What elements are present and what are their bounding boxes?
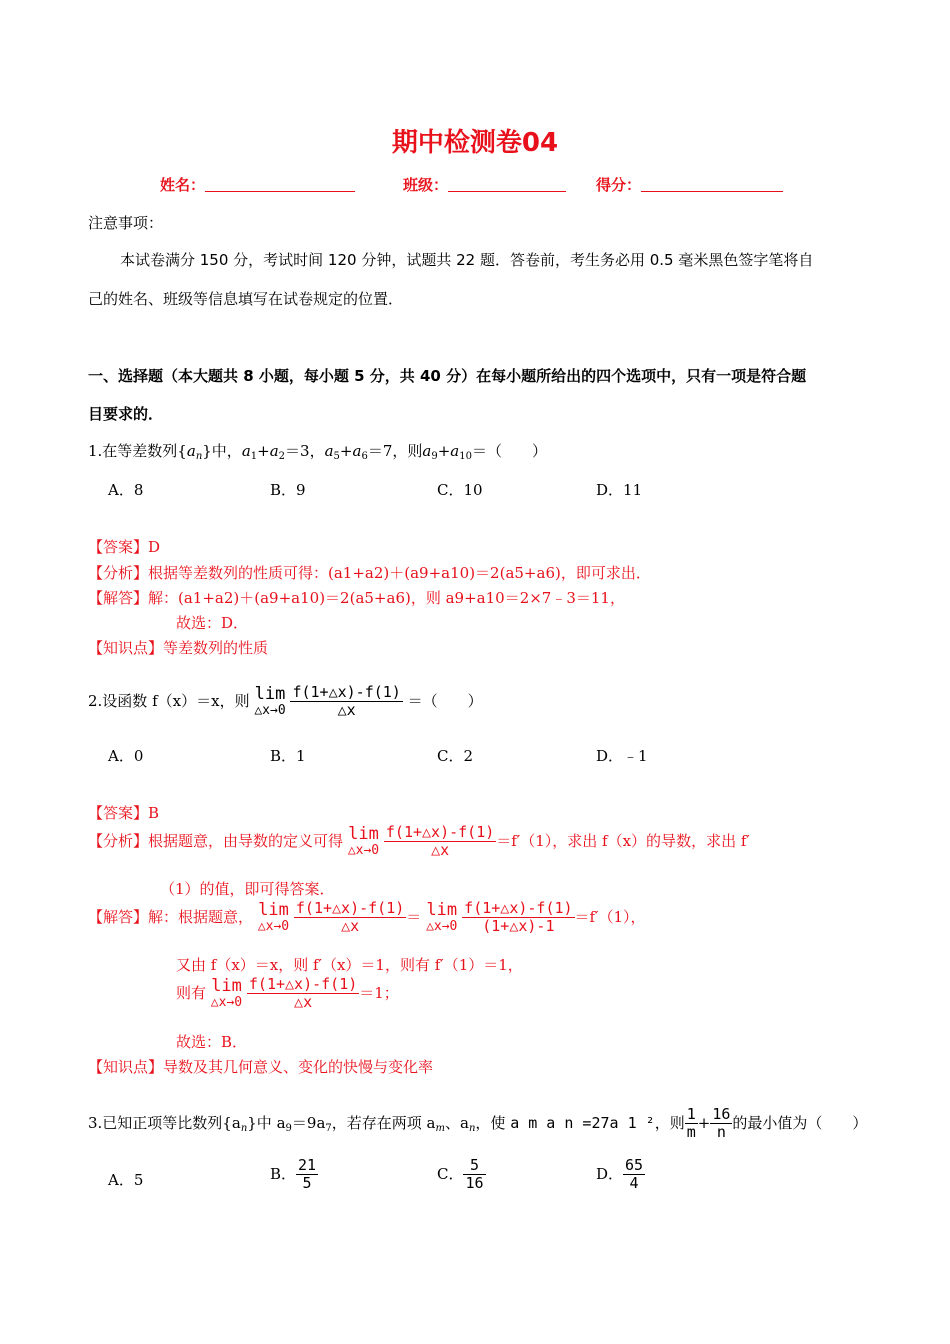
name-field[interactable]: [160, 174, 355, 195]
name-label: 姓名：: [160, 176, 206, 194]
q2-option-a[interactable]: A．0: [108, 747, 144, 765]
q3-frac1: $\frac{1}{m}$: [686, 1105, 696, 1142]
q2-option-b[interactable]: B．1: [270, 747, 306, 765]
q1-analysis: 【分析】根据等差数列的性质可得：(a1+a2)＋(a9+a10)＝2(a5+a6)，即可求出．: [88, 564, 651, 582]
q2-solution-line2: 又由 f（x）＝x，则 f′（x）＝1，则有 f′（1）＝1，: [176, 956, 523, 974]
q2-solution: 【解答】解：根据题意， lim △x→0 $\frac{f(1+\triangle x)-f(1)}{\triangle x}$ ＝ lim △x→0 $\frac{f(1+\triangle x)-f(1)}{(1+\triangle x)-1}$ ＝f′（1），: [88, 899, 646, 936]
section1-line1: 一、选择题（本大题共 8 小题，每小题 5 分，共 40 分）在每小题所给出的四个选项中，只有一项是符合题: [88, 367, 807, 385]
score-label: 得分：: [596, 176, 642, 194]
q1-knowledge-point: 【知识点】等差数列的性质: [88, 639, 269, 657]
notice-line1: 本试卷满分 150 分，考试时间 120 分钟，试题共 22 题．答卷前，考生务必用 0.5 毫米黑色签字笔将自: [120, 251, 814, 269]
q2-fraction: $\frac{f(1+\triangle x)-f(1)}{\triangle x}$: [292, 683, 401, 720]
q1-option-a[interactable]: A．8: [108, 481, 144, 499]
q2-stem: 2.设函数 f（x）＝x，则 lim △x→0 $\frac{f(1+\triangle x)-f(1)}{\triangle x}$ ＝（ ）: [88, 683, 483, 720]
notice-heading: 注意事项：: [88, 214, 164, 232]
q2-solution-line3: 则有 lim △x→0 $\frac{f(1+\triangle x)-f(1)}{\triangle x}$ ＝1；: [176, 975, 399, 1012]
q3-stem: 3.已知正项等比数列$\{a_n\}$中 $a_9=9a_7$，若存在两项 $a_m$、$a_n$，使 a m a n =27a 1 ²，则 $\frac{1}{m}$ + $\frac{16}{n}$ 的最小值为（ ）: [88, 1105, 868, 1142]
q2-knowledge-point: 【知识点】导数及其几何意义、变化的快慢与变化率: [88, 1058, 434, 1076]
q1-stem: 1.在等差数列$\{a_n\}$中，$a_1+a_2=3$，$a_5+a_6=7$，则$a_9+a_{10}=$（ ）: [88, 442, 547, 462]
q2-option-c[interactable]: C．2: [437, 747, 474, 765]
q1-option-d[interactable]: D．11: [596, 481, 643, 499]
notice-line2: 己的姓名、班级等信息填写在试卷规定的位置．: [88, 290, 404, 308]
q2-option-d[interactable]: D．﹣1: [596, 747, 648, 765]
q2-answer: 【答案】B: [88, 804, 160, 822]
q2-solution-choose: 故选：B．: [176, 1033, 248, 1051]
q3-frac2: $\frac{16}{n}$: [712, 1105, 731, 1142]
q3-expression: a m a n =27a 1 ²: [510, 1113, 655, 1132]
q1-solution: 【解答】解：(a1+a2)＋(a9+a10)＝2(a5+a6)，则 a9+a10＝2×7﹣3＝11，: [88, 589, 625, 607]
page-title: 期中检测卷04: [391, 128, 559, 158]
q1-answer: 【答案】D: [88, 538, 161, 556]
q3-option-c[interactable]: C． $\frac{5}{16}$: [437, 1156, 484, 1193]
q1-solution-choose: 故选：D．: [176, 614, 249, 632]
q2-analysis-cont: （1）的值，即可得答案．: [160, 880, 335, 898]
q3-option-d[interactable]: D． $\frac{65}{4}$: [596, 1156, 644, 1193]
q1-option-b[interactable]: B．9: [270, 481, 306, 499]
q3-option-b[interactable]: B． $\frac{21}{5}$: [270, 1156, 317, 1193]
score-field[interactable]: [596, 174, 783, 195]
class-label: 班级：: [403, 176, 449, 194]
q3-option-a[interactable]: A．5: [108, 1171, 144, 1189]
section1-line2: 目要求的．: [88, 405, 164, 423]
q1-option-c[interactable]: C．10: [437, 481, 483, 499]
q2-lim: lim △x→0: [254, 684, 286, 718]
q2-analysis: 【分析】根据题意，由导数的定义可得 lim △x→0 $\frac{f(1+\triangle x)-f(1)}{\triangle x}$ ＝f′（1），求出 f（x）的导数，求出 f′: [88, 823, 750, 860]
class-field[interactable]: [403, 174, 566, 195]
